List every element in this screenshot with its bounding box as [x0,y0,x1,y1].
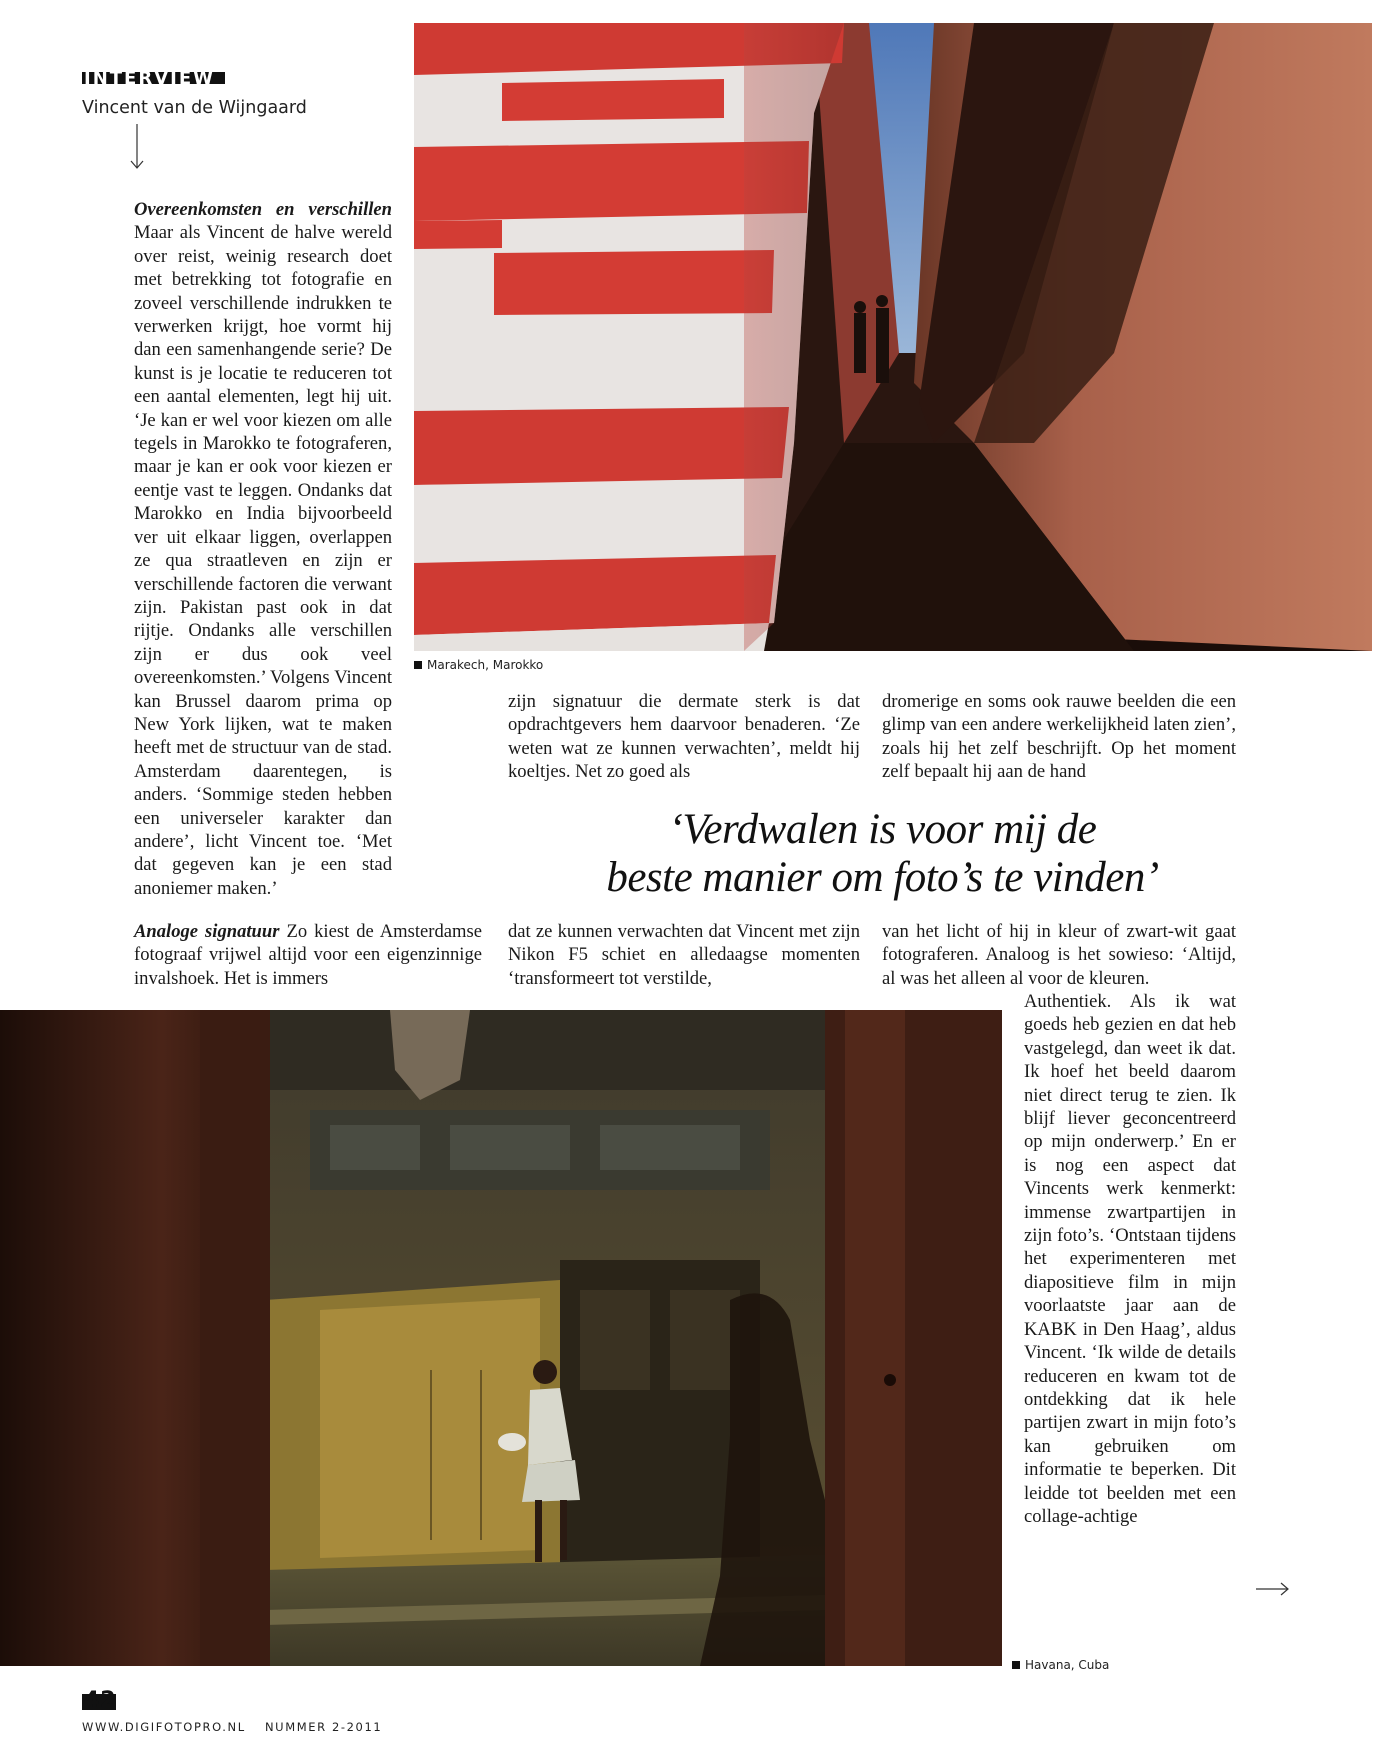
footer-website: WWW.DIGIFOTOPRO.NL [82,1720,246,1734]
pull-quote-line-2: beste manier om foto’s te vinden’ [606,854,1159,901]
pull-quote [470,806,1295,902]
section-tag: INTERVIEW [84,68,215,89]
author-name: Vincent van de Wijngaard [82,98,307,118]
photo-havana [0,1010,1002,1666]
column-1-lower [134,920,482,990]
column-2-lower: dat ze kunnen verwachten dat Vincent met zijn Nikon F5 schiet en alledaagse momenten ‘transformeert tot verstilde, [508,921,860,989]
photo-marrakech [414,23,1372,651]
caption-square-icon [414,661,422,669]
caption-text: Havana, Cuba [1025,1658,1110,1672]
footer [82,1720,396,1734]
column-3-narrow: Authentiek. Als ik wat goeds heb gezien en dat heb vastgelegd, dan weet ik dat. Ik hoef het beeld daarom niet direct terug te zien. Ik blijf liever geconcentreerd op mijn onderwerp.’ En er is nog een aspect dat Vincents werk kenmerkt: immense zwartpartijen in zijn foto’s. ‘Ontstaan tijdens het experimenteren met diapositieve film in mijn voorlaatste jaar aan de KABK in Den Haag’, aldus Vincent. ‘Ik wilde de details reduceren en kwam tot de ontdekking dat ik hele partijen zwart in mijn foto’s kan gebruiken om informatie te beperken. Dit leidde tot beelden met een collage-achtige [1024,991,1236,1527]
photo-caption-havana [1012,1658,1109,1672]
page-number: 42 [84,1688,117,1713]
caption-text: Marakech, Marokko [427,658,544,672]
footer-issue: NUMMER 2-2011 [264,1720,383,1734]
caption-square-icon [1012,1661,1020,1669]
photo-caption-marrakech [414,658,543,672]
arrow-down-icon [130,124,144,170]
column-1-upper [134,198,392,900]
arrow-right-icon [1256,1582,1290,1596]
pull-quote-line-1: ‘Verdwalen is voor mij de [668,806,1097,853]
subheading-overeenkomsten: Overeenkomsten en verschillen [134,199,392,220]
paragraph-analoge-signatuur: Zo kiest de Amsterdamse fotograaf vrijwel altijd voor een eigenzinnige invalshoek. Het is immers [134,921,482,989]
subheading-analoge-signatuur: Analoge signatuur [134,921,280,942]
paragraph-overeenkomsten: Maar als Vincent de halve wereld over reist, weinig research doet met betrekking tot fotografie en zoveel verschillende indrukken te verwerken krijgt, hoe vormt hij dan een samenhangende serie? De kunst is je locatie te reduceren tot een aantal elementen, legt hij uit. ‘Je kan er wel voor kiezen om alle tegels in Marokko te fotograferen, maar je kan er ook voor kiezen er eentje vast te leggen. Ondanks dat Marokko en India bijvoorbeeld ver uit elkaar liggen, overlappen ze qua straatleven en zijn er verschillende factoren die verwant zijn. Pakistan past ook in dat rijtje. Ondanks alle verschillen zijn er dus ook veel overeenkomsten.’ Volgens Vincent kan Brussel daarom prima op New York lijken, wat te maken heeft met de structuur van de stad. Amsterdam daarentegen, is anders. ‘Sommige steden hebben een universeler karakter dan andere’, licht Vincent toe. ‘Met dat gegeven kan je een stad anoniemer maken.’ [134,222,392,899]
column-3-upper: dromerige en soms ook rauwe beelden die een glimp van een andere werkelijkheid laten zien’, zoals hij het zelf beschrijft. Op het moment zelf bepaalt hij aan de hand [882,691,1236,783]
column-3-lower: van het licht of hij in kleur of zwart-wit gaat fotograferen. Analoog is het sowieso: ‘Altijd, al was het alleen al voor de kleuren. [882,921,1236,989]
column-2-upper: zijn signatuur die dermate sterk is dat opdrachtgevers hem daarvoor benaderen. ‘Ze weten wat ze kunnen verwachten’, meldt hij koeltjes. Net zo goed als [508,691,860,783]
